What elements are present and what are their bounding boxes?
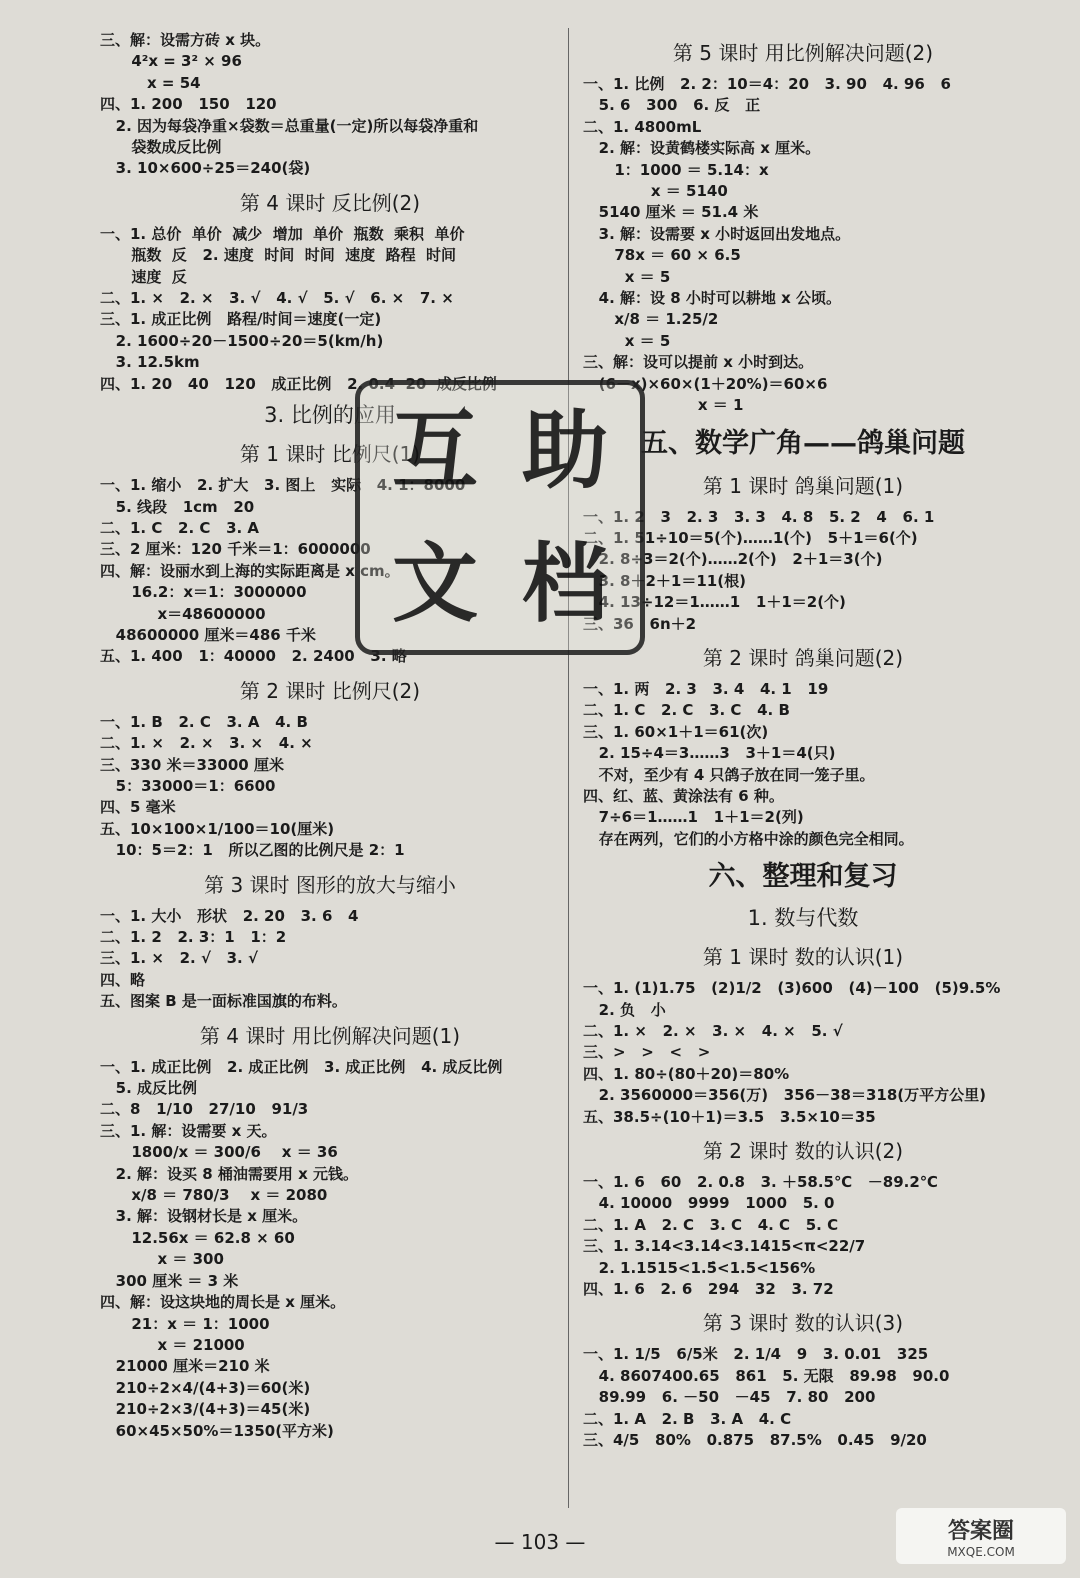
answer-line: (6－x)×60×(1＋20%)＝60×6 [583, 374, 828, 393]
answer-line: 2. 1600÷20－1500÷20＝5(km/h) [100, 331, 384, 350]
answer-line: 一、1. 缩小 2. 扩大 3. 图上 实际 4. 1：8000 [100, 476, 466, 495]
answer-line: 三、4/5 80% 0.875 87.5% 0.45 9/20 [583, 1431, 927, 1450]
answer-line: x ＝ 21000 [100, 1335, 245, 1354]
answer-line: 5. 线段 1cm 20 [100, 497, 255, 516]
section-heading: 第 3 课时 数的认识(3) [702, 1311, 904, 1336]
answer-line: 五、38.5÷(10＋1)＝3.5 3.5×10＝35 [583, 1107, 876, 1126]
answer-line: 三、1. 60×1＋1＝61(次) [583, 722, 769, 741]
answer-line: 二、1. C 2. C 3. C 4. B [583, 701, 790, 720]
answer-line: 21000 厘米＝210 米 [100, 1357, 270, 1376]
answer-line: 存在两列，它们的小方格中涂的颜色完全相同。 [583, 829, 914, 848]
answer-line: 2. 解：设买 8 桶油需要用 x 元钱。 [100, 1164, 359, 1183]
answer-line: 89.99 6. －50 －45 7. 80 200 [583, 1388, 876, 1407]
section-heading: 六、整理和复习 [708, 861, 898, 893]
answer-line: 三、2 厘米：120 千米＝1：6000000 [100, 540, 371, 559]
stamp-char: 文 [392, 532, 478, 634]
answer-line: 二、1. 51÷10＝5(个)……1(个) 5＋1＝6(个) [583, 528, 918, 547]
answer-line: 三、36 6n＋2 [583, 614, 697, 633]
answer-line: 二、1. × 2. × 3. × 4. × 5. √ [583, 1022, 843, 1040]
answer-line: 一、1. 比例 2. 2：10＝4：20 3. 90 4. 96 6 [583, 75, 951, 93]
answer-line: 三、1. 成正比例 路程/时间＝速度(一定) [100, 310, 382, 329]
answer-line: 一、1. 总价 单价 减少 增加 单价 瓶数 乘积 单价 [100, 224, 465, 243]
answer-line: 一、1. 两 2. 3 3. 4 4. 1 19 [583, 679, 829, 698]
answer-line: 2. 1.1515<1.5̇<1.5<156% [583, 1258, 816, 1277]
answer-line: 210÷2×4/(4+3)＝60(米) [100, 1378, 311, 1397]
answer-line: 一、1. (1)1.75 (2)1/2 (3)600 (4)－100 (5)9.5% [583, 979, 1001, 998]
answer-line: 60×45×50%＝1350(平方米) [100, 1421, 334, 1440]
logo-main-text: 答案圈 [947, 1518, 1014, 1544]
answer-line: 二、1. A 2. C 3. C 4. C 5. C [583, 1215, 839, 1234]
answer-line: 速度 反 [100, 267, 187, 286]
answer-line: 三、1. × 2. √ 3. √ [100, 949, 258, 968]
section-heading: 五、数学广角——鸽巢问题 [641, 427, 965, 459]
answer-line: 3. 12.5km [100, 353, 200, 372]
answer-line: x ＝ 5 [583, 331, 671, 350]
answer-line: 210÷2×3/(4+3)＝45(米) [100, 1400, 311, 1419]
answer-line: 10：5＝2：1 所以乙图的比例尺是 2：1 [100, 841, 405, 860]
answer-line: 5. 6 300 6. 反 正 [583, 96, 761, 115]
answer-line: 78x ＝ 60 × 6.5 [583, 246, 741, 265]
answer-line: 五、图案 B 是一面标准国旗的布料。 [100, 992, 347, 1011]
answer-line: 2. 解：设黄鹤楼实际高 x 厘米。 [583, 139, 821, 158]
section-heading: 第 2 课时 数的认识(2) [702, 1139, 904, 1164]
left-column [100, 30, 560, 1442]
answer-line: 二、1. A 2. B 3. A 4. C [583, 1409, 792, 1428]
answer-line: 2. 负 小 [583, 1000, 666, 1019]
answer-line: 四、解：设这块地的周长是 x 厘米。 [100, 1293, 346, 1312]
answer-line: 一、1. 2 3 2. 3 3. 3 4. 8 5. 2 4 6. 1 [583, 507, 935, 526]
answer-line: x = 54 [100, 73, 201, 92]
section-heading: 第 5 课时 用比例解决问题(2) [672, 41, 934, 65]
answer-line: 四、1. 200 150 120 [100, 95, 277, 114]
answer-line: 三、330 米＝33000 厘米 [100, 755, 284, 774]
answer-line: 4. 10000 9999 1000 5. 0 [583, 1194, 835, 1213]
answer-line: 四、5 毫米 [100, 798, 176, 817]
answer-line: 4. 13÷12＝1……1 1＋1＝2(个) [583, 593, 846, 612]
answer-line: 4. 8607400.65 861 5. 无限 89.98 90.0 [583, 1366, 950, 1385]
answer-line: 3. 8＋2＋1＝11(根) [583, 571, 746, 590]
right-column [583, 30, 1023, 1452]
section-heading: 第 1 课时 鸽巢问题(1) [702, 473, 904, 498]
answer-line: 二、1. 4800mL [583, 117, 702, 136]
section-heading: 第 2 课时 比例尺(2) [239, 678, 421, 703]
answer-line: 三、> > < > [583, 1043, 711, 1062]
answer-line: 瓶数 反 2. 速度 时间 时间 速度 路程 时间 [100, 246, 457, 265]
answer-line: x/8 ＝ 1.25/2 [583, 310, 719, 329]
stamp-char: 互 [392, 400, 478, 502]
section-heading: 第 2 课时 鸽巢问题(2) [702, 645, 904, 670]
section-heading: 第 4 课时 用比例解决问题(1) [199, 1023, 461, 1048]
answer-line: 一、1. 成正比例 2. 成正比例 3. 成正比例 4. 成反比例 [100, 1057, 503, 1076]
answer-line: 二、1. C 2. C 3. A [100, 518, 260, 537]
answer-line: 二、1. 2 2. 3：1 1：2 [100, 928, 287, 946]
section-heading: 第 1 课时 比例尺(1) [239, 442, 421, 467]
answer-line: x ＝ 1 [583, 396, 744, 415]
answer-line: 7÷6＝1……1 1＋1＝2(列) [583, 808, 804, 827]
answer-line: x/8 ＝ 780/3 x ＝ 2080 [100, 1186, 328, 1205]
answer-line: 一、1. 6 60 2. 0.8 3. ＋58.5℃ －89.2℃ [583, 1173, 938, 1192]
answer-line: 2. 3560000＝356(万) 356－38＝318(万平方公里) [583, 1086, 986, 1105]
answer-line: 5：33000＝1：6600 [100, 776, 276, 795]
answer-line: 2. 8÷3＝2(个)……2(个) 2＋1＝3(个) [583, 550, 883, 569]
answer-line: 五、10×100×1/100＝10(厘米) [100, 819, 335, 838]
answer-line: 3. 解：设钢材长是 x 厘米。 [100, 1207, 308, 1226]
answer-line: 21：x ＝ 1：1000 [100, 1314, 270, 1333]
answer-line: 1：1000 ＝ 5.14：x [583, 160, 769, 179]
answer-line: 四、略 [100, 970, 146, 989]
answer-line: 4²x = 3² × 96 [100, 52, 242, 71]
answer-line: 袋数成反比例 [100, 138, 222, 157]
section-heading: 第 4 课时 反比例(2) [239, 190, 421, 215]
answer-line: 五、1. 400 1：40000 2. 2400 3. 略 [100, 647, 407, 666]
answer-line: x ＝ 300 [100, 1250, 224, 1269]
stamp-char: 档 [522, 532, 608, 634]
answer-line: 二、8 1/10 27/10 91/3 [100, 1100, 309, 1119]
answer-line: 16.2：x＝1：3000000 [100, 583, 307, 602]
answer-line: 一、1. B 2. C 3. A 4. B [100, 712, 308, 731]
answer-line: 三、1. 解：设需要 x 天。 [100, 1121, 277, 1140]
answer-line: 一、1. 1/5 6/5米 2. 1/4 9 3. 0.01 325 [583, 1345, 929, 1364]
answer-line: 四、1. 80÷(80＋20)＝80% [583, 1064, 790, 1083]
answer-line: 1800/x ＝ 300/6 x ＝ 36 [100, 1143, 338, 1162]
stamp-char: 助 [522, 400, 608, 502]
answer-line: 不对，至少有 4 只鸽子放在同一笼子里。 [583, 765, 875, 784]
answer-line: 2. 15÷4＝3……3 3＋1＝4(只) [583, 744, 836, 763]
answer-line: 四、解：设丽水到上海的实际距离是 x cm。 [100, 561, 400, 580]
answer-line: 三、解：设可以提前 x 小时到达。 [583, 353, 814, 372]
answer-line: x ＝ 5 [583, 267, 671, 286]
answer-line: 12.56x ＝ 62.8 × 60 [100, 1228, 295, 1247]
section-heading: 第 3 课时 图形的放大与缩小 [204, 872, 456, 897]
answer-line: 四、1. 6 2. 6 294 32 3. 72 [583, 1280, 834, 1299]
answer-line: 3. 10×600÷25＝240(袋) [100, 159, 311, 178]
section-heading: 3. 比例的应用 [264, 403, 396, 428]
answer-line: 三、解：设需方砖 x 块。 [100, 31, 271, 49]
answer-line: 三、1. 3.14<3.14̇<3.1415<π<22/7 [583, 1237, 866, 1256]
answer-line: 2. 因为每袋净重×袋数＝总重量(一定)所以每袋净重和 [100, 116, 479, 135]
answer-line: 4. 解：设 8 小时可以耕地 x 公顷。 [583, 289, 842, 308]
watermark-stamp [355, 380, 645, 655]
answer-line: 300 厘米 ＝ 3 米 [100, 1271, 239, 1290]
answer-line: 四、1. 20 40 120 成正比例 2. 0.4 20 成反比例 [100, 374, 497, 393]
answer-line: 5140 厘米 ＝ 51.4 米 [583, 203, 759, 222]
section-heading: 第 1 课时 数的认识(1) [702, 945, 904, 970]
column-divider [568, 28, 569, 1508]
section-heading: 1. 数与代数 [747, 906, 859, 931]
page-number: — 103 — [494, 1530, 586, 1554]
answer-line: 48600000 厘米＝486 千米 [100, 625, 316, 644]
answer-line: 3. 解：设需要 x 小时返回出发地点。 [583, 224, 851, 243]
answer-line: 四、红、蓝、黄涂法有 6 种。 [583, 786, 784, 805]
answer-line: 二、1. × 2. × 3. √ 4. √ 5. √ 6. × 7. × [100, 289, 454, 308]
answer-line: x＝48600000 [100, 604, 266, 623]
answer-line: 5. 成反比例 [100, 1079, 198, 1098]
answer-line: 二、1. × 2. × 3. × 4. × [100, 734, 313, 753]
answer-line: x ＝ 5140 [583, 182, 728, 201]
logo-sub-text: MXQE.COM [947, 1544, 1015, 1559]
answer-line: 一、1. 大小 形状 2. 20 3. 6 4 [100, 906, 359, 925]
site-logo [896, 1508, 1066, 1564]
